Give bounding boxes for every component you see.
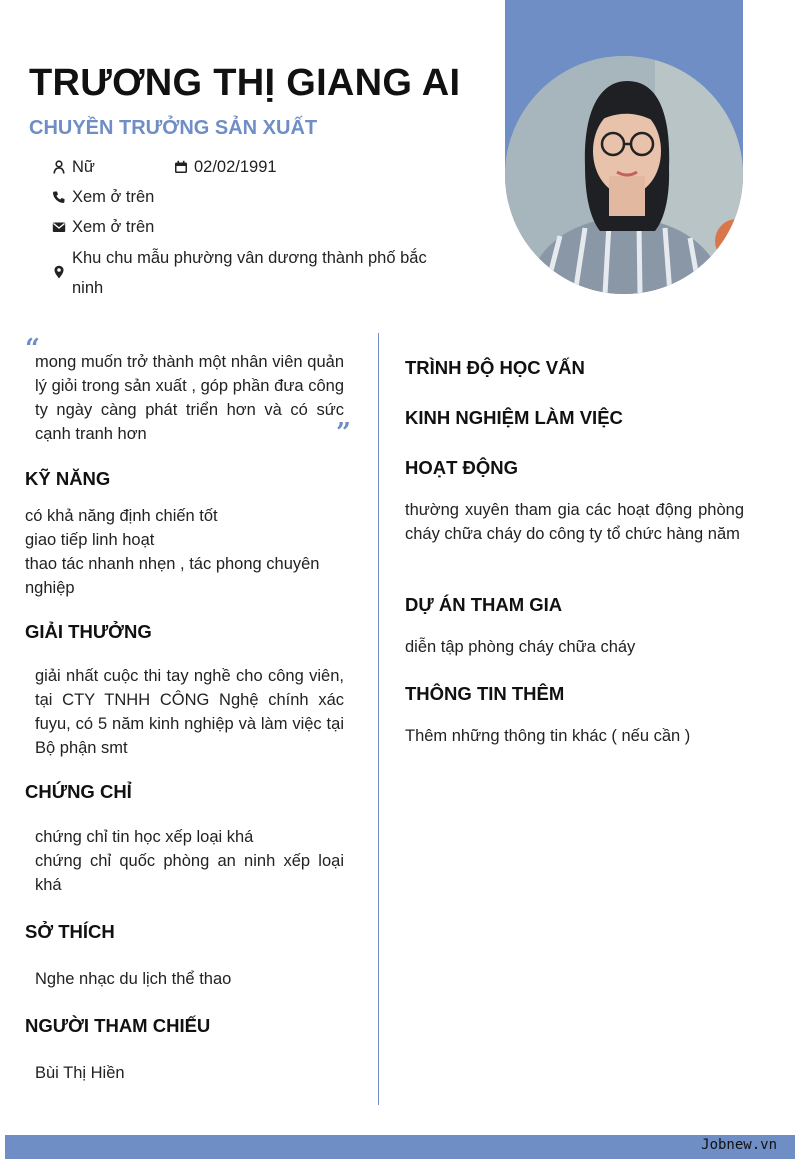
birthdate-row <box>174 158 277 177</box>
email-row <box>52 218 154 237</box>
awards-text: giải nhất cuộc thi tay nghề cho công viên, tại CTY TNHH CÔNG Nghệ chính xác fuyu, có 5 năm kinh nghiệp và làm việc tại Bộ phận smt <box>35 667 344 757</box>
experience-heading: KINH NGHIỆM LÀM VIỆC <box>405 407 623 428</box>
career-objective: mong muốn trở thành một nhân viên quản lý giỏi trong sản xuất , góp phần đưa công ty ngày càng phát triển hơn và có sức cạnh tranh hơn <box>35 353 344 443</box>
activities-heading: HOẠT ĐỘNG <box>405 457 519 478</box>
references-text: Bùi Thị Hiền <box>35 1064 125 1082</box>
birthdate-value: 02/02/1991 <box>194 158 277 176</box>
references-heading: NGƯỜI THAM CHIẾU <box>25 1015 211 1036</box>
skills-list <box>25 504 335 600</box>
calendar-icon <box>174 160 188 174</box>
phone-row <box>52 188 154 207</box>
projects-heading: DỰ ÁN THAM GIA <box>405 594 563 615</box>
footer-bar <box>5 1135 795 1159</box>
avatar <box>505 56 743 294</box>
column-divider <box>378 333 379 1105</box>
address-row <box>52 243 442 303</box>
person-icon <box>52 160 66 174</box>
certificate-item: chứng chỉ tin học xếp loại khá <box>35 828 254 846</box>
footer-brand[interactable]: Jobnew.vn <box>701 1137 777 1153</box>
education-heading: TRÌNH ĐỘ HỌC VẤN <box>405 357 585 378</box>
projects-text: diễn tập phòng cháy chữa cháy <box>405 638 636 656</box>
phone-icon <box>52 190 66 204</box>
skills-heading: KỸ NĂNG <box>25 468 111 489</box>
additional-info-heading: THÔNG TIN THÊM <box>405 683 565 704</box>
skill-item: thao tác nhanh nhẹn , tác phong chuyên nghiệp <box>25 555 320 597</box>
additional-info-text: Thêm những thông tin khác ( nếu cần ) <box>405 727 691 745</box>
address-value: Khu chu mẫu phường vân dương thành phố bắc ninh <box>72 249 427 297</box>
certificate-item: chứng chỉ quốc phòng an ninh xếp loại khá <box>35 852 344 894</box>
activities-text: thường xuyên tham gia các hoạt động phòng cháy chữa cháy do công ty tổ chức hàng năm <box>405 501 744 543</box>
job-title: CHUYỀN TRƯỞNG SẢN XUẤT <box>29 117 318 139</box>
hobbies-heading: SỞ THÍCH <box>25 921 115 942</box>
envelope-icon <box>52 220 66 234</box>
phone-value: Xem ở trên <box>72 188 155 206</box>
candidate-name: TRƯƠNG THỊ GIANG AI <box>29 62 461 104</box>
avatar-portrait <box>505 56 743 294</box>
skill-item: giao tiếp linh hoạt <box>25 531 155 549</box>
certificates-heading: CHỨNG CHỈ <box>25 781 132 802</box>
awards-heading: GIẢI THƯỞNG <box>25 621 152 642</box>
gender-row <box>52 158 95 177</box>
skill-item: có khả năng định chiến tốt <box>25 507 218 525</box>
hobbies-text: Nghe nhạc du lịch thể thao <box>35 970 232 988</box>
quote-open-icon: “ <box>25 334 40 364</box>
map-pin-icon <box>52 265 66 279</box>
certificates-list <box>35 825 344 897</box>
gender-value: Nữ <box>72 158 95 176</box>
email-value: Xem ở trên <box>72 218 155 236</box>
quote-close-icon: ” <box>336 418 351 448</box>
